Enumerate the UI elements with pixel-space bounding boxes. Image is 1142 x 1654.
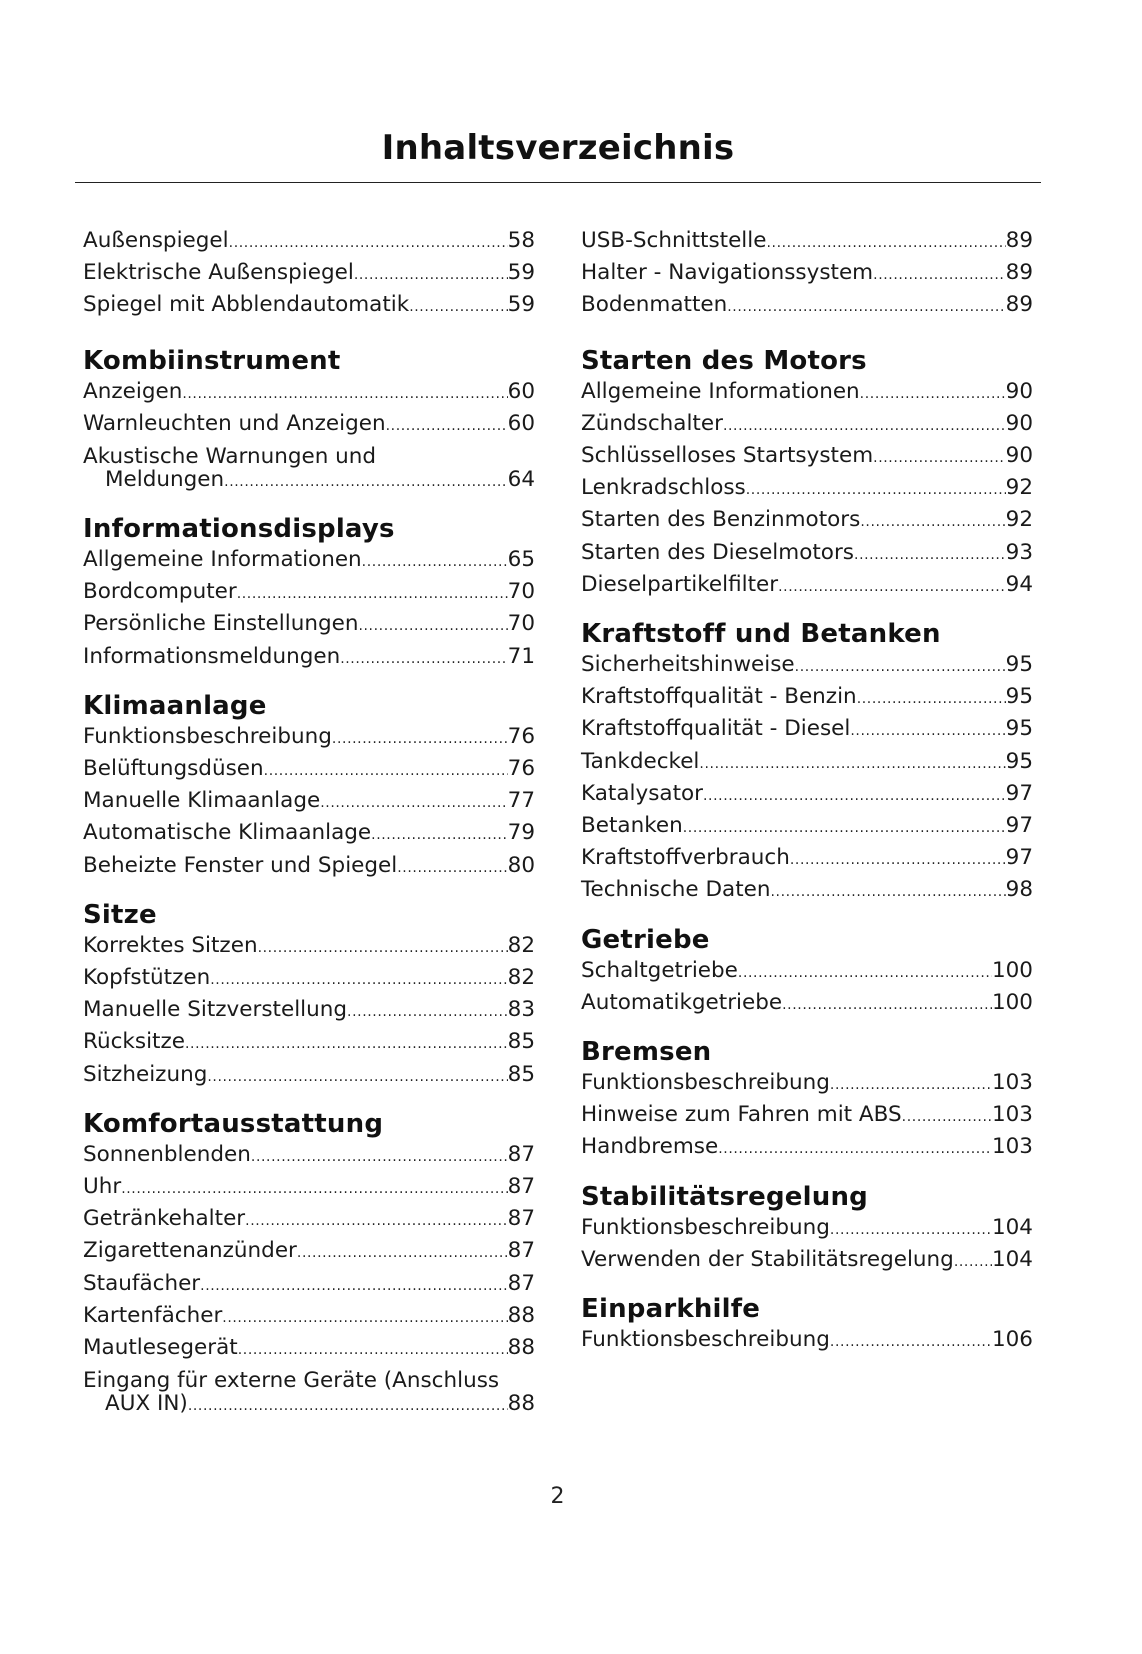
toc-entry[interactable] xyxy=(83,995,535,1027)
toc-entry[interactable] xyxy=(581,473,1033,505)
toc-entry-page: 98 xyxy=(1005,877,1033,903)
toc-section-einparkhilfe xyxy=(581,1291,1033,1357)
toc-entry-page: 89 xyxy=(1005,260,1033,286)
page-title: Inhaltsverzeichnis xyxy=(381,128,735,168)
toc-entry-page: 82 xyxy=(507,965,535,991)
toc-entry[interactable] xyxy=(83,1269,535,1301)
toc-entry-title: Funktionsbeschreibung xyxy=(581,1214,830,1240)
toc-entry[interactable] xyxy=(581,1325,1033,1357)
toc-entry-title: Zündschalter xyxy=(581,410,723,436)
toc-entry-title: Anzeigen xyxy=(83,378,183,404)
toc-entry[interactable] xyxy=(83,609,535,641)
toc-entry-title: Manuelle Sitzverstellung xyxy=(83,997,348,1023)
section-heading[interactable]: Sitze xyxy=(83,899,157,930)
toc-entry-title: Schaltgetriebe xyxy=(581,957,738,983)
toc-entry[interactable] xyxy=(581,505,1033,537)
toc-entry-page: 95 xyxy=(1005,748,1033,774)
toc-entry[interactable] xyxy=(83,1060,535,1092)
toc-entry-page: 95 xyxy=(1005,716,1033,742)
toc-entry-page: 60 xyxy=(507,410,535,436)
toc-entry[interactable] xyxy=(83,963,535,995)
section-heading[interactable]: Kombiinstrument xyxy=(83,345,341,376)
toc-entry-title-cont: AUX IN) xyxy=(105,1391,188,1417)
toc-entry[interactable] xyxy=(83,1172,535,1204)
toc-entry-title: Belüftungsdüsen xyxy=(83,756,264,782)
toc-entry[interactable] xyxy=(581,441,1033,473)
toc-entry-title: Getränkehalter xyxy=(83,1206,246,1232)
toc-entry-title: Starten des Benzinmotors xyxy=(581,507,861,533)
toc-entry[interactable] xyxy=(83,818,535,850)
toc-column-left xyxy=(83,226,535,1435)
toc-entry[interactable] xyxy=(83,754,535,786)
toc-entry-page: 71 xyxy=(507,643,535,669)
toc-entry-page: 88 xyxy=(507,1302,535,1328)
toc-entry[interactable] xyxy=(83,545,535,577)
toc-entry-title: Tankdeckel xyxy=(581,748,700,774)
toc-entry-page: 83 xyxy=(507,997,535,1023)
toc-section-kraftstoff-und-betanken xyxy=(581,616,1033,908)
toc-entry-title: Informationsmeldungen xyxy=(83,643,341,669)
toc-entry-title: Zigarettenanzünder xyxy=(83,1238,297,1264)
toc-entry-title: Kopfstützen xyxy=(83,965,211,991)
toc-entry-page: 87 xyxy=(507,1141,535,1167)
toc-entry-page: 82 xyxy=(507,932,535,958)
toc-entry-page: 90 xyxy=(1005,378,1033,404)
toc-section-bremsen xyxy=(581,1034,1033,1165)
toc-section-starten-des-motors xyxy=(581,343,1033,602)
section-heading[interactable]: Bremsen xyxy=(581,1037,712,1068)
toc-section-informationsdisplays xyxy=(83,511,535,674)
toc-entry[interactable] xyxy=(83,1140,535,1172)
toc-entry-title: Korrektes Sitzen xyxy=(83,932,258,958)
toc-entry-title: Rücksitze xyxy=(83,1029,185,1055)
section-heading[interactable]: Informationsdisplays xyxy=(83,514,395,545)
toc-entry-page: 77 xyxy=(507,788,535,814)
toc-section-klimaanlage xyxy=(83,688,535,883)
toc-entry[interactable] xyxy=(581,811,1033,843)
toc-entry-page: 97 xyxy=(1005,780,1033,806)
toc-entry-page: 92 xyxy=(1005,507,1033,533)
toc-entry-page: 100 xyxy=(991,957,1033,983)
toc-entry-title: Kraftstoffqualität - Diesel xyxy=(581,716,851,742)
toc-entry-title: Automatische Klimaanlage xyxy=(83,820,372,846)
toc-entry[interactable] xyxy=(83,1027,535,1059)
toc-section-sitze xyxy=(83,897,535,1092)
toc-entry-title: Eingang für externe Geräte (Anschluss xyxy=(83,1368,500,1394)
toc-entry[interactable] xyxy=(581,988,1033,1020)
toc-entry-page: 85 xyxy=(507,1061,535,1087)
toc-entry-title: Persönliche Einstellungen xyxy=(83,611,359,637)
toc-entry-title: Verwenden der Stabilitätsregelung xyxy=(581,1246,954,1272)
section-heading[interactable]: Kraftstoff und Betanken xyxy=(581,619,941,650)
toc-entry-title: Sonnenblenden xyxy=(83,1141,251,1167)
toc-entry[interactable] xyxy=(581,1245,1033,1277)
toc-column-right xyxy=(581,226,1033,1371)
toc-section-komfortausstattung xyxy=(83,1106,535,1421)
toc-entry[interactable] xyxy=(83,642,535,674)
toc-entry-page: 104 xyxy=(991,1214,1033,1240)
toc-entry[interactable] xyxy=(83,290,535,322)
toc-entry-title: Kraftstoffverbrauch xyxy=(581,845,790,871)
toc-entry[interactable] xyxy=(581,409,1033,441)
toc-entry[interactable] xyxy=(83,441,535,497)
toc-entry-page: 87 xyxy=(507,1238,535,1264)
toc-entry-page: 104 xyxy=(991,1246,1033,1272)
toc-entry[interactable] xyxy=(581,1100,1033,1132)
page-number: 2 xyxy=(550,1484,565,1509)
toc-entry[interactable] xyxy=(83,931,535,963)
toc-entry-page: 70 xyxy=(507,579,535,605)
toc-entry[interactable] xyxy=(83,1236,535,1268)
toc-entry-title: Lenkradschloss xyxy=(581,475,746,501)
toc-entry[interactable] xyxy=(83,851,535,883)
toc-entry-page: 103 xyxy=(991,1102,1033,1128)
toc-entry-title: Manuelle Klimaanlage xyxy=(83,788,321,814)
toc-entry[interactable] xyxy=(83,1204,535,1236)
toc-entry[interactable] xyxy=(581,843,1033,875)
toc-entry-title: Starten des Dieselmotors xyxy=(581,539,855,565)
toc-entry-page: 87 xyxy=(507,1206,535,1232)
section-heading[interactable]: Starten des Motors xyxy=(581,345,867,376)
toc-entry-title: Halter - Navigationssystem xyxy=(581,260,874,286)
toc-entry[interactable] xyxy=(581,779,1033,811)
toc-entry-page: 95 xyxy=(1005,652,1033,678)
toc-entry-page: 70 xyxy=(507,611,535,637)
toc-entry-page: 79 xyxy=(507,820,535,846)
section-heading[interactable]: Stabilitätsregelung xyxy=(581,1181,868,1212)
section-heading[interactable]: Getriebe xyxy=(581,924,710,955)
toc-entry-page: 106 xyxy=(991,1327,1033,1353)
toc-entry-page: 92 xyxy=(1005,475,1033,501)
toc-entry[interactable] xyxy=(83,258,535,290)
toc-entry-title: Betanken xyxy=(581,813,683,839)
toc-entry-title: Uhr xyxy=(83,1174,122,1200)
toc-entry[interactable] xyxy=(581,714,1033,746)
toc-entry[interactable] xyxy=(581,875,1033,907)
toc-entry-title: Allgemeine Informationen xyxy=(581,378,860,404)
toc-entry[interactable] xyxy=(83,722,535,754)
toc-entry-page: 90 xyxy=(1005,410,1033,436)
toc-entry-title: Bodenmatten xyxy=(581,292,728,318)
toc-entry[interactable] xyxy=(581,258,1033,290)
toc-entry-page: 94 xyxy=(1005,571,1033,597)
toc-section-kombiinstrument xyxy=(83,343,535,497)
toc-section xyxy=(83,226,535,323)
toc-entry-title: Außenspiegel xyxy=(83,228,229,253)
toc-entry-page: 103 xyxy=(991,1070,1033,1096)
toc-entry-title: USB-Schnittstelle xyxy=(581,228,767,253)
toc-section xyxy=(581,226,1033,323)
toc-entry-page: 59 xyxy=(507,260,535,286)
toc-entry-title: Elektrische Außenspiegel xyxy=(83,260,354,286)
toc-entry-title: Katalysator xyxy=(581,780,703,806)
toc-entry-title: Bordcomputer xyxy=(83,579,237,605)
toc-entry-page: 87 xyxy=(507,1270,535,1296)
toc-entry-title: Sicherheitshinweise xyxy=(581,652,795,678)
toc-entry-page: 88 xyxy=(507,1391,535,1417)
toc-entry[interactable] xyxy=(83,1301,535,1333)
toc-entry-page: 58 xyxy=(507,228,535,253)
toc-entry[interactable] xyxy=(83,577,535,609)
toc-entry[interactable] xyxy=(581,290,1033,322)
toc-entry-page: 103 xyxy=(991,1134,1033,1160)
toc-entry[interactable] xyxy=(83,1333,535,1365)
toc-entry[interactable] xyxy=(581,650,1033,682)
toc-entry[interactable] xyxy=(581,570,1033,602)
toc-entry-page: 65 xyxy=(507,547,535,573)
toc-entry-title: Warnleuchten und Anzeigen xyxy=(83,410,386,436)
toc-entry-page: 60 xyxy=(507,378,535,404)
toc-entry-title: Handbremse xyxy=(581,1134,719,1160)
toc-entry-title: Allgemeine Informationen xyxy=(83,547,362,573)
toc-entry-title: Mautlesegerät xyxy=(83,1335,238,1361)
toc-entry-page: 80 xyxy=(507,852,535,878)
toc-entry-page: 97 xyxy=(1005,845,1033,871)
toc-entry[interactable] xyxy=(581,682,1033,714)
toc-entry-title: Kartenfächer xyxy=(83,1302,223,1328)
section-heading[interactable]: Einparkhilfe xyxy=(581,1294,761,1325)
toc-entry-page: 95 xyxy=(1005,684,1033,710)
section-heading[interactable]: Klimaanlage xyxy=(83,690,267,721)
toc-entry-page: 76 xyxy=(507,756,535,782)
title-divider xyxy=(75,182,1041,183)
toc-entry[interactable] xyxy=(83,409,535,441)
toc-entry-title: Beheizte Fenster und Spiegel xyxy=(83,852,398,878)
toc-entry[interactable] xyxy=(83,377,535,409)
toc-entry-page: 87 xyxy=(507,1174,535,1200)
toc-entry-page: 89 xyxy=(1005,228,1033,253)
toc-entry[interactable] xyxy=(581,538,1033,570)
toc-entry-page: 90 xyxy=(1005,443,1033,469)
toc-entry-page: 76 xyxy=(507,723,535,749)
toc-entry-title-cont: Meldungen xyxy=(105,467,225,493)
toc-entry[interactable] xyxy=(83,786,535,818)
toc-entry[interactable] xyxy=(581,377,1033,409)
toc-entry-title: Kraftstoffqualität - Benzin xyxy=(581,684,857,710)
toc-entry-page: 59 xyxy=(507,292,535,318)
toc-entry-title: Staufächer xyxy=(83,1270,201,1296)
toc-entry-title: Hinweise zum Fahren mit ABS xyxy=(581,1102,902,1128)
toc-entry-title: Sitzheizung xyxy=(83,1061,208,1087)
toc-entry-title: Funktionsbeschreibung xyxy=(581,1070,830,1096)
toc-entry-page: 89 xyxy=(1005,292,1033,318)
toc-entry-page: 100 xyxy=(991,989,1033,1015)
toc-entry[interactable] xyxy=(581,747,1033,779)
toc-entry[interactable] xyxy=(581,1068,1033,1100)
toc-entry[interactable] xyxy=(581,1213,1033,1245)
toc-entry-title: Spiegel mit Abblendautomatik xyxy=(83,292,410,318)
toc-entry-page: 64 xyxy=(507,467,535,493)
toc-section-getriebe xyxy=(581,922,1033,1020)
toc-section-stabilitaetsregelung xyxy=(581,1179,1033,1277)
toc-entry-title: Technische Daten xyxy=(581,877,771,903)
toc-entry-page: 85 xyxy=(507,1029,535,1055)
toc-entry[interactable] xyxy=(83,1365,535,1421)
toc-entry[interactable] xyxy=(581,1132,1033,1164)
toc-entry-title: Automatikgetriebe xyxy=(581,989,783,1015)
section-heading[interactable]: Komfortausstattung xyxy=(83,1108,384,1139)
toc-entry[interactable] xyxy=(83,226,535,258)
toc-entry-page: 97 xyxy=(1005,813,1033,839)
toc-entry[interactable] xyxy=(581,956,1033,988)
toc-entry-page: 93 xyxy=(1005,539,1033,565)
toc-entry-page: 88 xyxy=(507,1335,535,1361)
toc-entry[interactable] xyxy=(581,226,1033,258)
toc-entry-title: Funktionsbeschreibung xyxy=(581,1327,830,1353)
toc-entry-title: Akustische Warnungen und xyxy=(83,444,377,470)
toc-entry-title: Dieselpartikelfilter xyxy=(581,571,779,597)
toc-entry-title: Funktionsbeschreibung xyxy=(83,723,332,749)
toc-entry-title: Schlüsselloses Startsystem xyxy=(581,443,874,469)
